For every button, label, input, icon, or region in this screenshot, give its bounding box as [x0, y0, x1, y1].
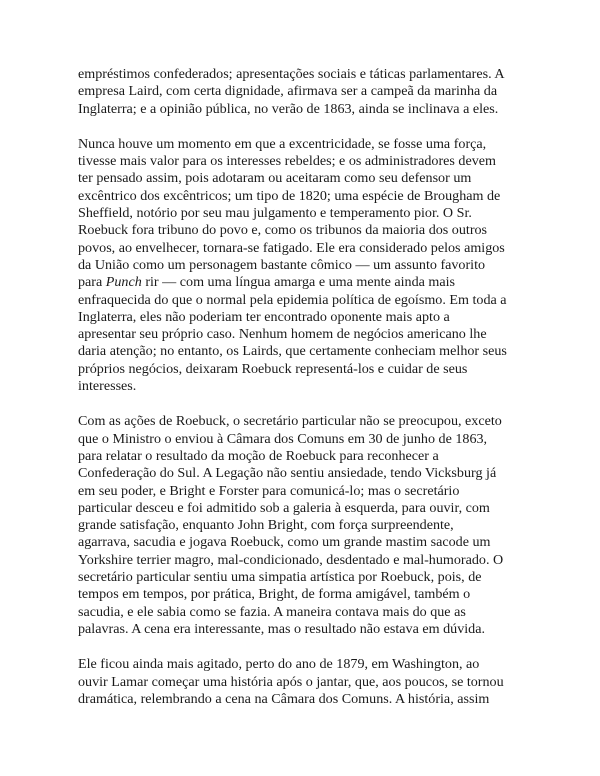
text-line: empresa Laird, com certa dignidade, afirmava ser a campeã da marinha da: [78, 83, 498, 100]
text-line: apresentar seu próprio caso. Nenhum homem de negócios americano lhe: [78, 326, 487, 343]
text-line-with-italic: [78, 274, 530, 291]
text-line: palavras. A cena era interessante, mas o resultado não estava em dúvida.: [78, 620, 485, 637]
text-segment: para: [78, 274, 106, 291]
text-line: Nunca houve um momento em que a excentricidade, se fosse uma força,: [78, 135, 487, 152]
text-segment: rir — com uma língua amarga e uma mente ainda mais: [141, 274, 456, 291]
text-line: daria atenção; no entanto, os Lairds, que certamente conheciam melhor seus: [78, 343, 507, 360]
paragraph-3: [78, 413, 530, 638]
italic-title-punch: Punch: [105, 274, 142, 291]
text-line: Ele ficou ainda mais agitado, perto do ano de 1879, em Washington, ao: [78, 656, 480, 673]
text-line: ouvir Lamar começar uma história após o jantar, que, aos poucos, se tornou: [78, 673, 504, 690]
text-line: Inglaterra, eles não poderiam ter encontrado oponente mais apto a: [78, 308, 450, 325]
text-line: Confederação do Sul. A Legação não sentiu ansiedade, tendo Vicksburg já: [78, 465, 497, 482]
text-line: Sheffield, notório por seu mau julgamento e temperamento pior. O Sr.: [78, 205, 472, 222]
text-line: grande satisfação, enquanto John Bright, com força surpreendente,: [78, 517, 454, 534]
paragraph-2: [78, 136, 530, 395]
text-line: Inglaterra; e a opinião pública, no verão de 1863, ainda se inclinava a eles.: [78, 100, 499, 117]
text-line: que o Ministro o enviou à Câmara dos Comuns em 30 de junho de 1863,: [78, 430, 488, 447]
text-line: tivesse mais valor para os interesses rebeldes; e os administradores devem: [78, 153, 496, 170]
text-line: da União como um personagem bastante cômico — um assunto favorito: [78, 256, 486, 273]
paragraph-1: [78, 66, 530, 118]
text-line: Roebuck fora tribuno do povo e, como os tribunos da maioria dos outros: [78, 222, 488, 239]
text-line: Com as ações de Roebuck, o secretário particular não se preocupou, exceto: [78, 413, 502, 430]
text-line: ter pensado assim, pois adotaram ou aceitaram como seu defensor um: [78, 170, 472, 187]
text-line: agarrava, sacudia e jogava Roebuck, como um grande mastim sacode um: [78, 534, 491, 551]
text-line: Yorkshire terrier magro, mal-condicionado, desdentado e mal-humorado. O: [78, 551, 504, 568]
text-line: próprios negócios, deixaram Roebuck representá-los e cuidar de seus: [78, 360, 468, 377]
text-line: para relatar o resultado da moção de Roebuck para reconhecer a: [78, 447, 439, 464]
paragraph-4: [78, 656, 530, 708]
document-page: [78, 66, 530, 726]
text-line: excêntrico dos excêntricos; um tipo de 1820; uma espécie de Brougham de: [78, 187, 501, 204]
text-line: tempos em tempos, por prática, Bright, de forma amigável, também o: [78, 586, 471, 603]
text-line: em seu poder, e Bright e Forster para comunicá-lo; mas o secretário: [78, 482, 460, 499]
text-line: povos, ao envelhecer, tornara-se fatigado. Ele era considerado pelos amigos: [78, 239, 505, 256]
text-line: sacudia, e ele sabia como se fazia. A maneira contava mais do que as: [78, 603, 466, 620]
text-line: particular desceu e foi admitido sob a galeria à esquerda, para ouvir, com: [78, 499, 490, 516]
text-line: dramática, relembrando a cena na Câmara dos Comuns. A história, assim: [78, 690, 490, 707]
text-line: enfraquecida do que o normal pela epidemia política de egoísmo. Em toda a: [78, 291, 507, 308]
text-line: interesses.: [78, 378, 137, 395]
text-line: secretário particular sentiu uma simpatia artística por Roebuck, pois, de: [78, 569, 482, 586]
text-line: empréstimos confederados; apresentações sociais e táticas parlamentares. A: [78, 66, 505, 82]
